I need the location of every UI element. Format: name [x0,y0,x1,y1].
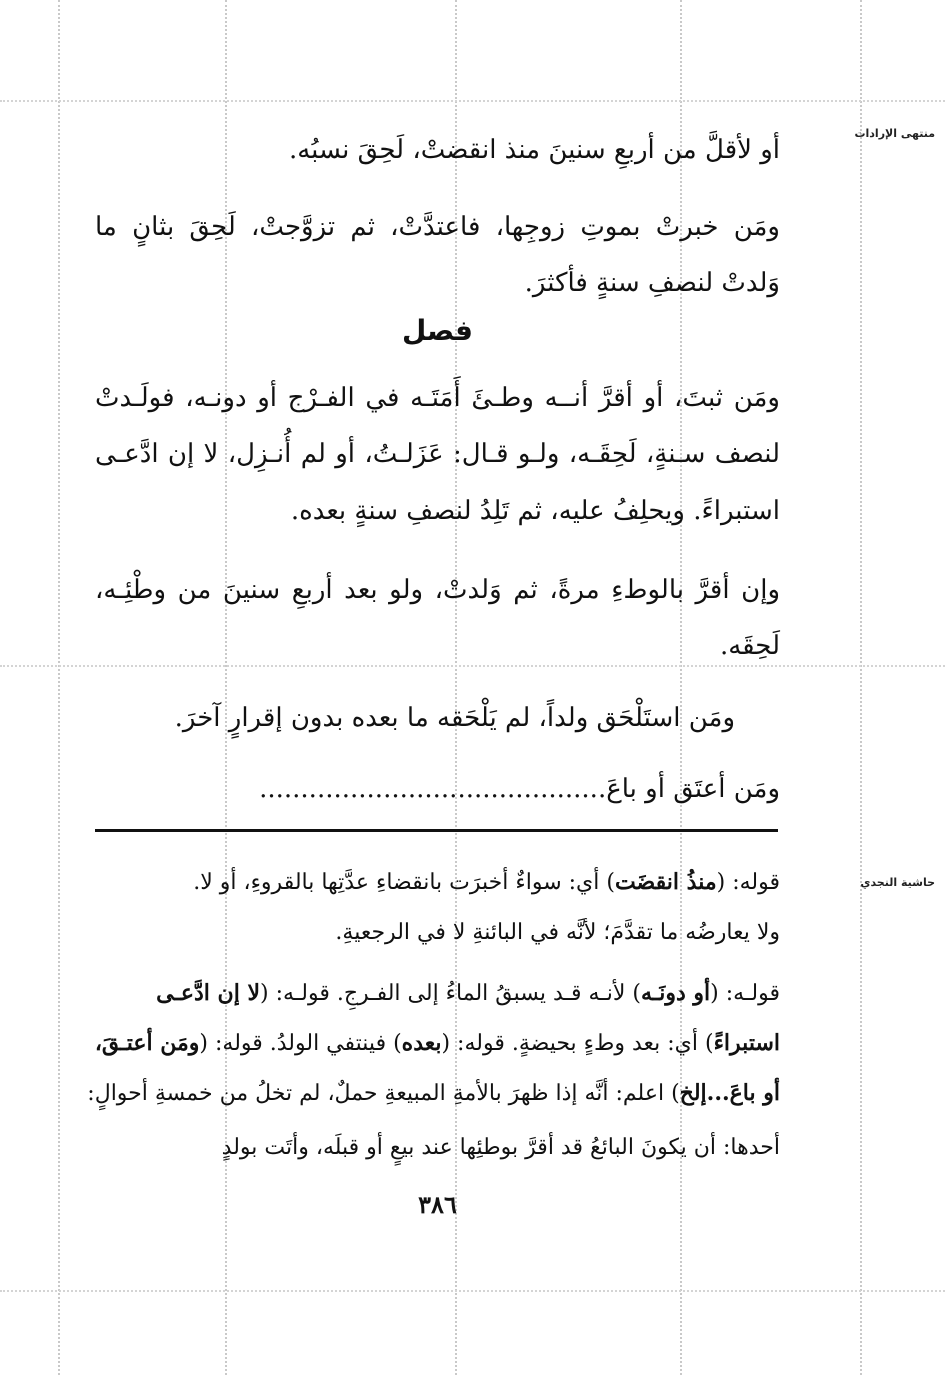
text-line: ومَن خبرتْ بموتِ زوجِها، فاعتدَّتْ، ثم تزوَّجتْ، لَحِقَ بثانٍ ما [95,212,780,242]
header-side-label: منتهى الإرادات [854,127,935,140]
page-number: ٣٨٦ [418,1190,457,1219]
text-line: أو لأقلَّ من أربعِ سنينَ منذ انقضتْ، لَحِقَ نسبُه. [288,135,780,165]
text-line: وَلدتْ لنصفِ سنةٍ فأكثرَ. [524,268,780,298]
scan-dot-guide [0,1290,945,1292]
footnote-line: استبراءً) أي: بعد وطءٍ بحيضةٍ. قوله: (بعده) فينتفي الولدُ. قوله: (ومَن أعتـقَ، [94,1030,780,1056]
text-line: وإن أقرَّ بالوطءِ مرةً، ثم وَلدتْ، ولو بعد أربعِ سنينَ من وطْئِـه، [95,575,780,605]
scan-dot-guide [58,0,60,1375]
footnote-line: أو باعَ...إلخ) اعلم: أنَّه إذا ظهرَ بالأمةِ المبيعةِ حملٌ، لم تخلُ من خمسةِ أحوالٍ: [87,1080,780,1106]
text-line: ومَن ثبتَ، أو أقرَّ أنــه وطـئَ أَمَتَـه في الفـرْج أو دونـه، فولَـدتْ [95,383,780,413]
text-line: ومَن استَلْحَق ولداً، لم يَلْحَقه ما بعده بدون إقرارٍ آخرَ. [174,703,735,733]
text-line: استبراءً. ويحلِفُ عليه، ثم تَلِدُ لنصفِ سنةٍ بعده. [290,496,780,526]
text-line: لنصف سـنةٍ، لَحِقَـه، ولـو قـال: عَزَلـتُ، أو لم أُنـزِل، لا إن ادَّعـى [95,439,780,469]
footnote-line: قوله: (منذُ انقضَت) أي: سواءٌ أخبرَت بانقضاءِ عدَّتِها بالقروءِ، أو لا. [193,869,780,895]
scan-dot-guide [860,0,862,1375]
section-heading: فصل [402,314,473,347]
footnote-side-label: حاشية النجدي [860,876,935,889]
footnote-text [87,0,780,1200]
text-line: ومَن أعتَق أو باعَ.......................................... [259,774,780,804]
text-line: لَحِقَه. [719,631,780,661]
footnote-line: أحدها: أن يكونَ البائعُ قد أقرَّ بوطئِها عند بيعٍ أو قبلَه، وأتَت بولدٍ [221,1135,780,1160]
footnote-line: قولـه: (أو دونَـه) لأنـه قـد يسبقُ الماءُ إلى الفـرجِ. قولـه: (لا إن ادَّعـى [156,980,780,1006]
footnote-line: ولا يعارضُه ما تقدَّمَ؛ لأنَّه في البائنةِ لا في الرجعيةِ. [335,920,780,945]
